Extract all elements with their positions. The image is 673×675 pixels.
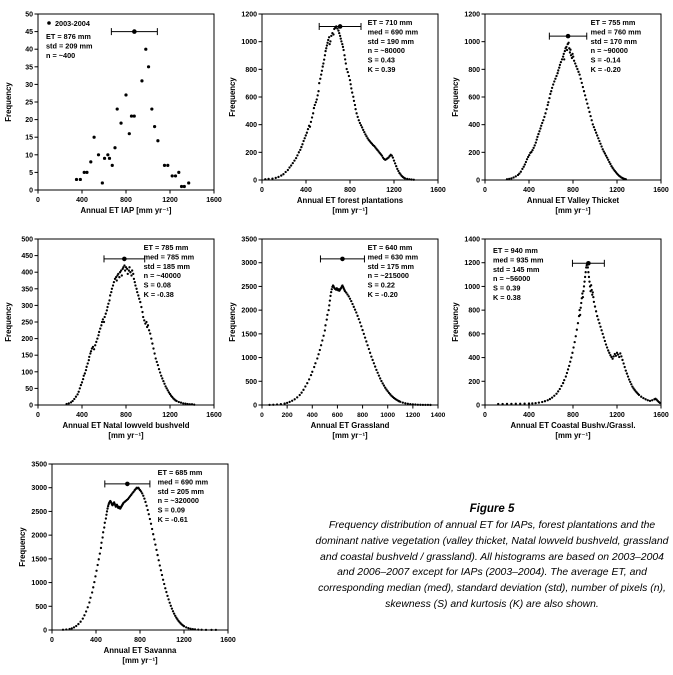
stats-line: std = 185 mm [143, 261, 191, 271]
x-tick-label: 1200 [162, 412, 178, 419]
y-tick-label: 300 [21, 302, 33, 310]
x-tick-label: 1200 [405, 412, 421, 419]
x-axis [260, 405, 446, 419]
stats-line: S = 0.09 [157, 505, 185, 515]
error-bar [105, 480, 150, 487]
y-tick-label: 350 [21, 286, 33, 294]
stats-line: n = ~80000 [367, 46, 405, 56]
data-points [75, 48, 190, 188]
data-points [62, 487, 217, 631]
x-axis-title: Annual ET IAP [mm yr⁻¹] [80, 206, 172, 215]
chart-iap [2, 2, 224, 224]
chart-svg-savanna [16, 452, 238, 674]
y-axis-title: Frequency [18, 527, 27, 567]
y-tick-label: 0 [29, 187, 33, 195]
y-axis [21, 237, 38, 410]
y-tick-label: 25 [25, 99, 33, 107]
x-tick-label: 800 [357, 412, 369, 419]
y-tick-label: 2000 [31, 532, 47, 540]
x-tick-label: 400 [306, 412, 318, 419]
x-tick-label: 1600 [206, 197, 222, 204]
stats-line: ET = 640 mm [367, 243, 413, 252]
stats-text [46, 32, 93, 60]
x-axis [260, 180, 446, 194]
y-tick-label: 100 [21, 369, 33, 377]
data-points [497, 262, 661, 405]
error-bar [320, 255, 364, 262]
chart-valley-thicket [449, 2, 671, 224]
x-axis-title: Annual ET Savanna [103, 646, 177, 655]
y-tick-label: 600 [468, 94, 480, 102]
data-points [268, 284, 431, 406]
stats-line: med = 760 mm [590, 27, 642, 37]
stats-line: n = ~215000 [367, 271, 409, 281]
stats-line: med = 935 mm [493, 255, 544, 265]
x-tick-label: 1200 [609, 187, 625, 194]
error-bar-mean-dot [125, 482, 130, 487]
error-bar-mean-dot [340, 257, 345, 262]
x-tick-label: 400 [523, 187, 535, 194]
y-tick-label: 200 [245, 149, 257, 157]
y-tick-label: 600 [468, 331, 480, 339]
x-tick-label: 800 [120, 197, 132, 204]
y-tick-label: 500 [245, 378, 257, 386]
x-tick-label: 800 [567, 412, 579, 419]
y-tick-label: 2500 [241, 283, 257, 291]
x-axis-title: [mm yr⁻¹] [108, 431, 144, 440]
x-axis-title: Annual ET Coastal Bushv./Grassl. [510, 421, 636, 430]
stats-line: med = 785 mm [143, 252, 195, 262]
x-axis [50, 630, 236, 644]
y-tick-label: 0 [43, 627, 47, 635]
stats-text [158, 468, 209, 524]
stats-line: n = ~400 [46, 50, 76, 60]
stats-line: n = ~90000 [590, 46, 628, 56]
chart-svg-grassland [226, 227, 448, 449]
chart-coastal-bushveld-grassland [449, 227, 671, 449]
y-tick-label: 35 [25, 64, 33, 72]
error-bar-mean-dot [586, 261, 591, 266]
x-tick-label: 800 [344, 187, 356, 194]
x-axis [483, 405, 669, 419]
error-bar-mean-dot [132, 29, 137, 34]
x-tick-label: 200 [281, 412, 293, 419]
x-axis-title: Annual ET Natal lowveld bushveld [62, 421, 190, 430]
x-tick-label: 800 [567, 187, 579, 194]
stats-line: K = -0.20 [367, 290, 398, 299]
y-tick-label: 3000 [31, 485, 47, 493]
stats-line: ET = 876 mm [46, 32, 91, 41]
y-tick-label: 800 [245, 66, 257, 74]
y-tick-label: 5 [29, 169, 33, 177]
stats-line: std = 145 mm [493, 264, 540, 274]
stats-line: S = 0.08 [143, 280, 171, 290]
error-bar [111, 28, 157, 35]
y-tick-label: 400 [468, 122, 480, 130]
stats-line: K = -0.20 [590, 65, 621, 74]
x-axis-title: [mm yr⁻¹] [122, 656, 158, 665]
y-tick-label: 40 [25, 46, 33, 54]
y-tick-label: 200 [468, 378, 480, 386]
y-axis [241, 237, 262, 410]
figure-caption-block [314, 503, 670, 613]
y-tick-label: 0 [29, 402, 33, 410]
y-tick-label: 1000 [31, 580, 47, 588]
y-axis-title: Frequency [451, 302, 460, 342]
y-axis [25, 12, 38, 195]
x-tick-label: 400 [76, 412, 88, 419]
chart-savanna [16, 452, 238, 674]
y-tick-label: 0 [476, 177, 480, 185]
y-tick-label: 20 [25, 117, 33, 125]
x-tick-label: 0 [36, 412, 40, 419]
y-tick-label: 1200 [464, 11, 480, 19]
x-tick-label: 1200 [162, 197, 178, 204]
y-tick-label: 1500 [31, 556, 47, 564]
y-tick-label: 30 [25, 81, 33, 89]
y-tick-label: 600 [245, 94, 257, 102]
y-tick-label: 1200 [241, 11, 257, 19]
x-tick-label: 1200 [176, 637, 192, 644]
x-tick-label: 1600 [653, 412, 669, 419]
stats-line: ET = 685 mm [157, 468, 203, 477]
y-axis [241, 12, 262, 185]
y-tick-label: 45 [25, 29, 33, 37]
legend-label: 2003-2004 [55, 19, 90, 28]
y-tick-label: 200 [21, 336, 33, 344]
x-tick-label: 0 [483, 412, 487, 419]
y-tick-label: 1000 [464, 39, 480, 47]
stats-line: std = 170 mm [590, 36, 638, 46]
x-axis-title: Annual ET Grassland [310, 421, 390, 430]
stats-line: std = 205 mm [157, 486, 205, 496]
y-tick-label: 250 [21, 319, 33, 327]
y-tick-label: 450 [21, 253, 33, 261]
y-tick-label: 3000 [241, 260, 257, 268]
x-tick-label: 400 [76, 197, 88, 204]
stats-line: ET = 940 mm [493, 246, 538, 255]
y-tick-label: 50 [25, 11, 33, 19]
error-bar-mean-dot [122, 257, 127, 262]
y-tick-label: 1500 [241, 331, 257, 339]
x-axis [36, 405, 222, 419]
y-tick-label: 400 [245, 122, 257, 130]
stats-line: med = 690 mm [157, 477, 209, 487]
error-bar-mean-dot [566, 34, 571, 39]
chart-svg-natal-lowveld-bushveld [2, 227, 224, 449]
y-axis [464, 12, 485, 185]
y-tick-label: 15 [25, 134, 33, 142]
y-tick-label: 800 [468, 66, 480, 74]
x-tick-label: 0 [36, 197, 40, 204]
x-tick-label: 1600 [206, 412, 222, 419]
stats-line: S = 0.43 [367, 55, 395, 65]
x-tick-label: 1200 [386, 187, 402, 194]
x-tick-label: 1600 [430, 187, 446, 194]
y-axis-title: Frequency [4, 82, 13, 122]
y-tick-label: 1200 [464, 260, 480, 268]
data-points [65, 261, 195, 405]
stats-line: n = ~320000 [157, 496, 199, 506]
error-bar [572, 260, 604, 267]
y-tick-label: 0 [253, 177, 257, 185]
x-tick-label: 1600 [220, 637, 236, 644]
x-tick-label: 800 [134, 637, 146, 644]
y-tick-label: 3500 [241, 236, 257, 244]
y-axis-title: Frequency [228, 302, 237, 342]
y-tick-label: 400 [21, 269, 33, 277]
stats-line: n = ~56000 [493, 274, 531, 284]
stats-text [144, 243, 195, 299]
x-tick-label: 0 [260, 187, 264, 194]
stats-line: ET = 755 mm [590, 18, 636, 27]
y-axis [31, 462, 52, 635]
stats-text [368, 243, 419, 299]
x-tick-label: 400 [300, 187, 312, 194]
chart-svg-coastal-bushveld-grassland [449, 227, 671, 449]
stats-line: S = 0.39 [493, 283, 521, 293]
x-axis-title: [mm yr⁻¹] [555, 206, 591, 215]
y-tick-label: 1000 [241, 39, 257, 47]
y-axis-title: Frequency [228, 77, 237, 117]
stats-line: ET = 710 mm [367, 18, 413, 27]
x-axis-title: Annual ET forest plantations [296, 196, 404, 205]
y-tick-label: 10 [25, 152, 33, 160]
figure-caption-text: Frequency distribution of annual ET for IAPs, forest plantations and the dominant native vegetation (valley thicket, Natal lowveld bushveld, grassland and coastal bushveld / grassland). All histograms are based on 2003–2004 and 2006–2007 except for IAPs (2003–2004). The average ET, and corresponding median (med), standard deviation (std), number of pixels (n), skewness (S) and kurtosis (K) are also shown. [315, 520, 669, 611]
chart-svg-valley-thicket [449, 2, 671, 224]
chart-grassland [226, 227, 448, 449]
y-tick-label: 1400 [464, 236, 480, 244]
chart-natal-lowveld-bushveld [2, 227, 224, 449]
error-bar [104, 255, 145, 262]
y-tick-label: 800 [468, 307, 480, 315]
stats-line: K = 0.38 [493, 293, 521, 302]
stats-line: std = 190 mm [367, 36, 415, 46]
x-tick-label: 400 [90, 637, 102, 644]
y-axis-title: Frequency [451, 77, 460, 117]
x-tick-label: 600 [331, 412, 343, 419]
x-tick-label: 0 [483, 187, 487, 194]
stats-line: std = 209 mm [46, 41, 93, 51]
stats-line: K = -0.38 [143, 290, 174, 299]
y-tick-label: 500 [21, 236, 33, 244]
stats-line: K = -0.61 [157, 515, 188, 524]
stats-line: n = ~40000 [143, 271, 181, 281]
x-tick-label: 0 [50, 637, 54, 644]
chart-forest-plantations [226, 2, 448, 224]
x-tick-label: 1000 [380, 412, 396, 419]
stats-line: S = 0.22 [367, 280, 395, 290]
y-tick-label: 500 [35, 603, 47, 611]
x-tick-label: 400 [523, 412, 535, 419]
x-axis-title: [mm yr⁻¹] [332, 206, 368, 215]
figure-caption-title: Figure 5 [469, 503, 515, 515]
y-tick-label: 0 [476, 402, 480, 410]
stats-text [368, 18, 419, 74]
y-tick-label: 3500 [31, 461, 47, 469]
y-tick-label: 50 [25, 385, 33, 393]
stats-line: ET = 785 mm [143, 243, 189, 252]
x-axis-title: Annual ET Valley Thicket [526, 196, 620, 205]
y-tick-label: 0 [253, 402, 257, 410]
chart-svg-forest-plantations [226, 2, 448, 224]
stats-line: med = 690 mm [367, 27, 419, 37]
x-tick-label: 1600 [653, 187, 669, 194]
y-tick-label: 2000 [241, 307, 257, 315]
x-tick-label: 0 [260, 412, 264, 419]
stats-line: std = 175 mm [367, 261, 415, 271]
stats-line: med = 630 mm [367, 252, 419, 262]
x-tick-label: 1200 [609, 412, 625, 419]
x-axis-title: [mm yr⁻¹] [555, 431, 591, 440]
x-tick-label: 800 [120, 412, 132, 419]
stats-text [493, 246, 544, 302]
y-tick-label: 2500 [31, 508, 47, 516]
y-tick-label: 1000 [241, 355, 257, 363]
x-axis-title: [mm yr⁻¹] [332, 431, 368, 440]
stats-line: K = 0.39 [367, 65, 396, 74]
legend [47, 19, 91, 28]
y-tick-label: 200 [468, 149, 480, 157]
y-tick-label: 400 [468, 355, 480, 363]
y-tick-label: 1000 [464, 283, 480, 291]
x-tick-label: 1400 [430, 412, 446, 419]
x-axis [483, 180, 669, 194]
stats-line: S = -0.14 [590, 55, 621, 65]
stats-text [591, 18, 642, 74]
error-bar-mean-dot [338, 24, 343, 29]
chart-svg-iap [2, 2, 224, 224]
error-bar [319, 23, 361, 30]
y-axis-title: Frequency [4, 302, 13, 342]
y-tick-label: 150 [21, 352, 33, 360]
error-bar [549, 33, 586, 40]
x-axis [36, 190, 222, 204]
y-axis [464, 237, 485, 410]
